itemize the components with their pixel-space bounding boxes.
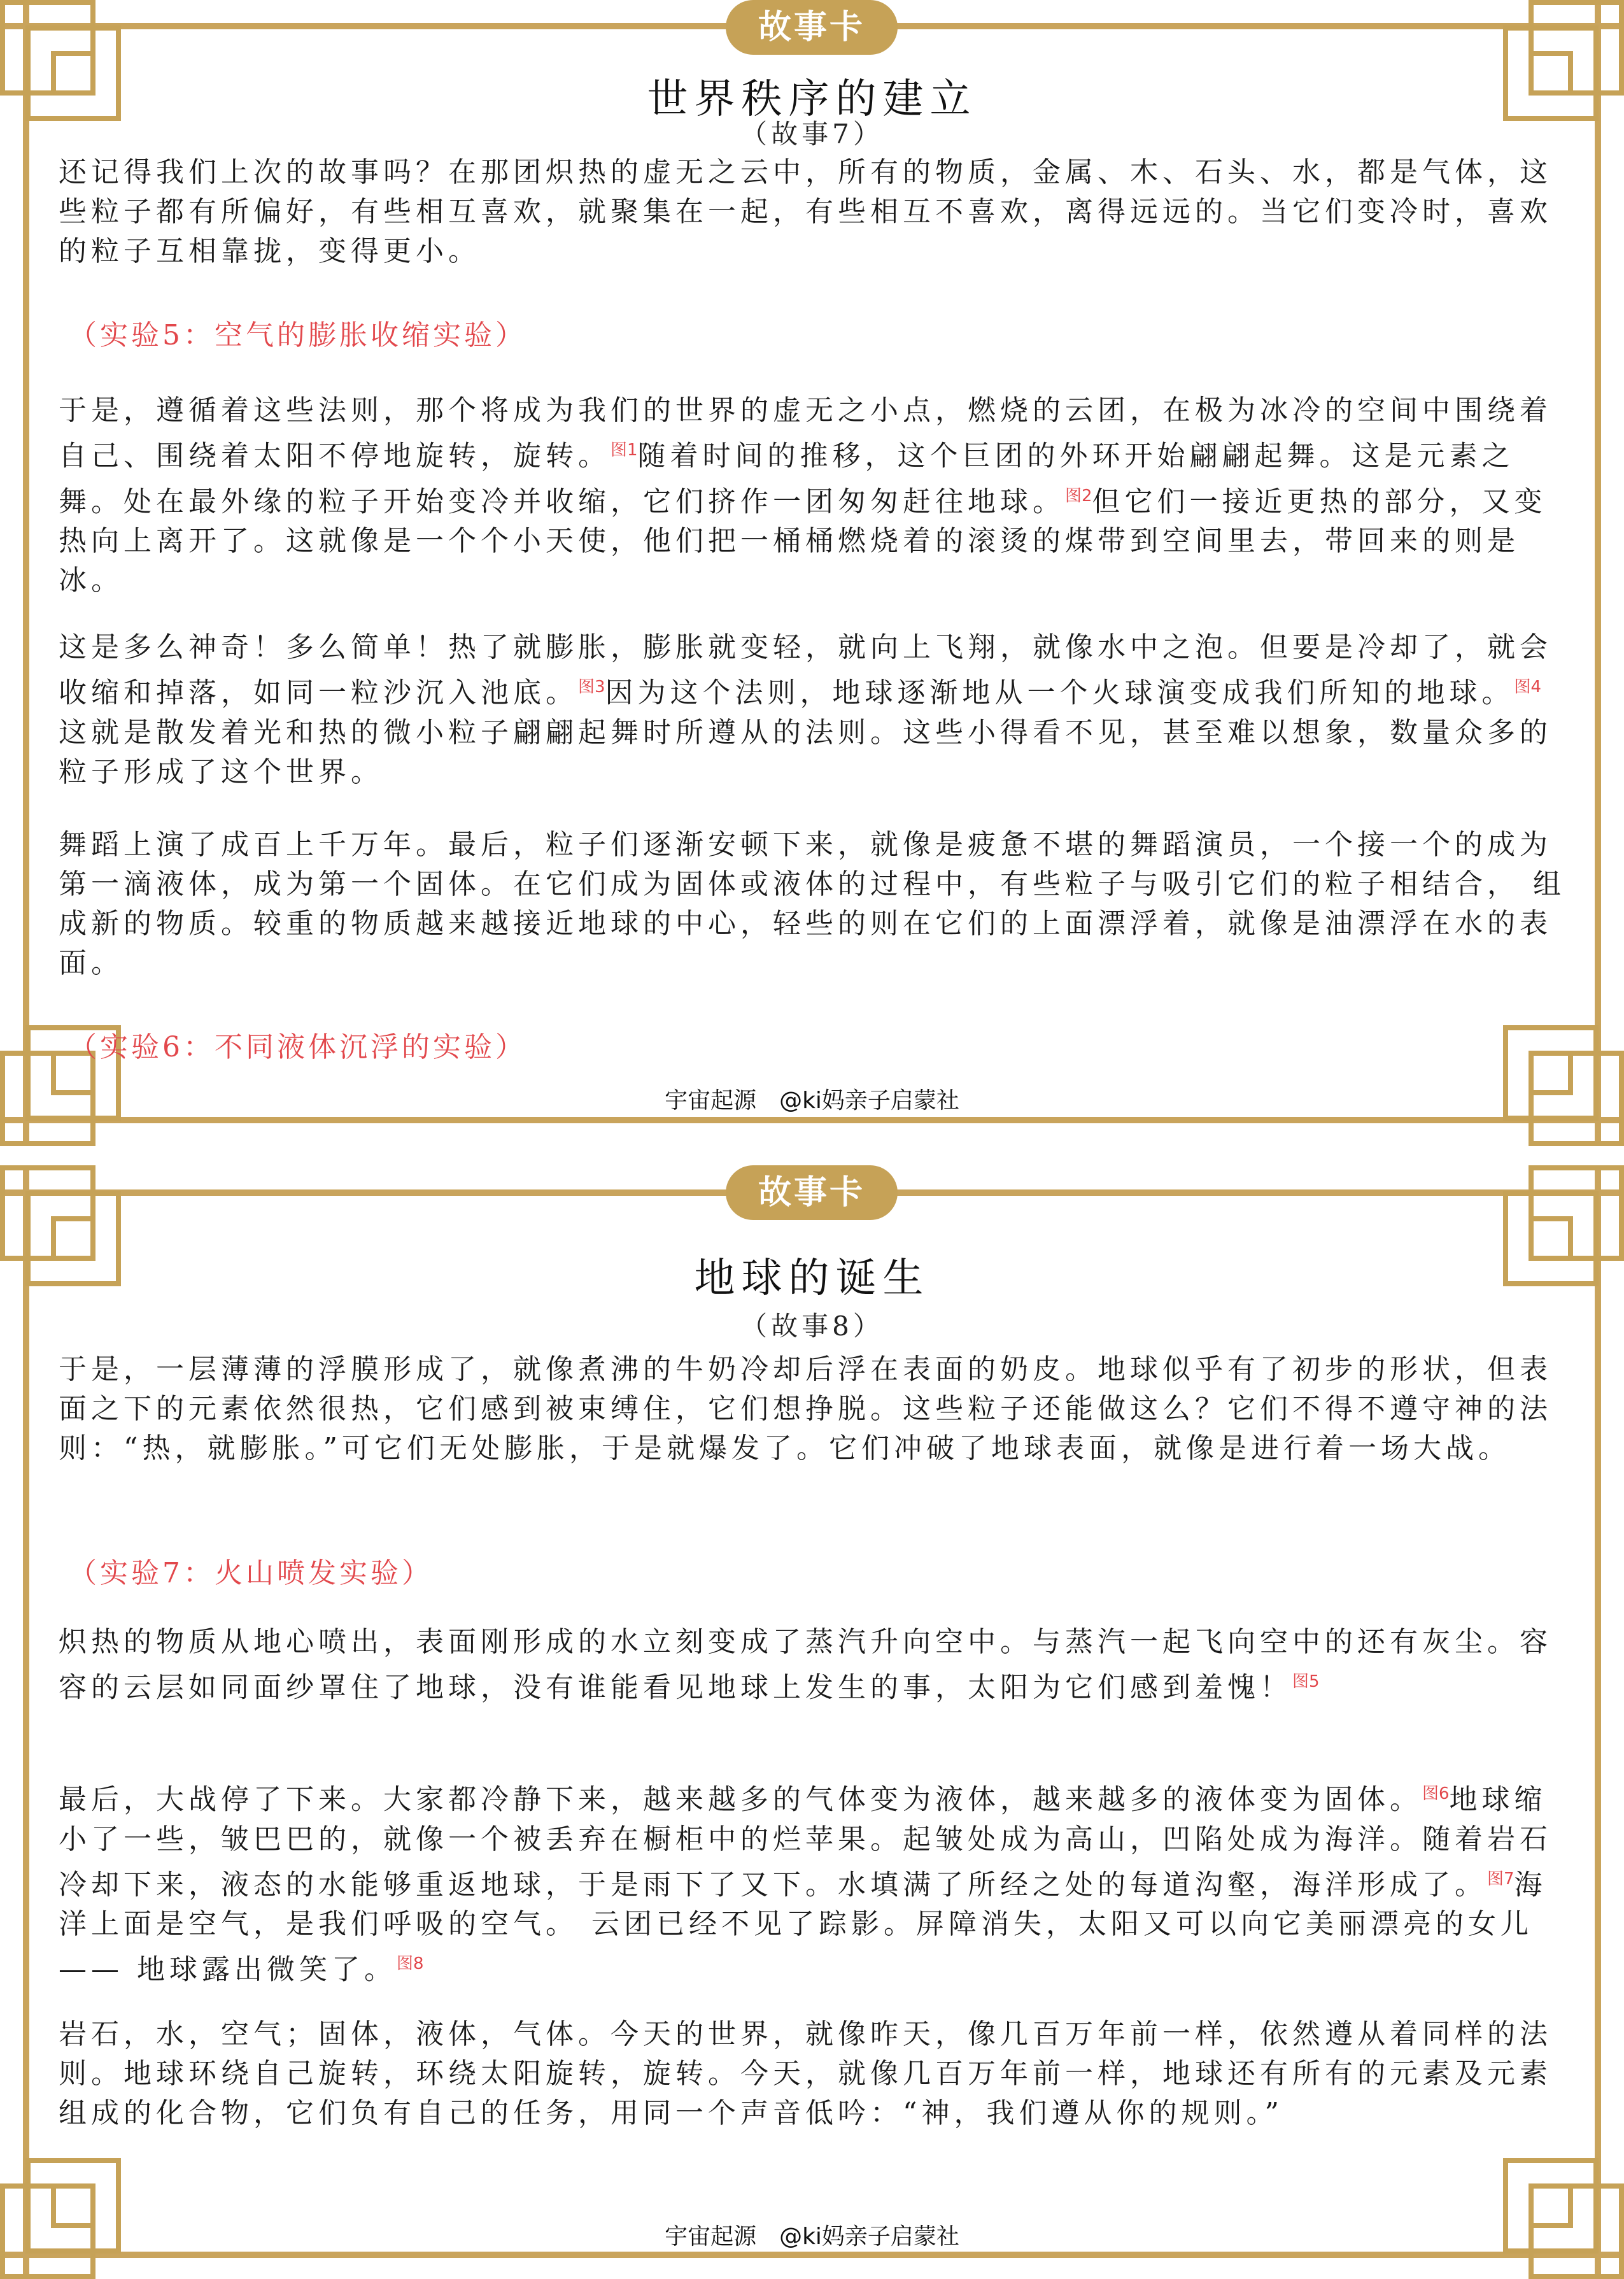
experiment-label: （实验7：火山喷发实验） (69, 1557, 433, 1589)
story-card-badge: 故事卡 (726, 0, 898, 55)
paragraph: 于是，一层薄薄的浮膜形成了，就像煮沸的牛奶冷却后浮在表面的奶皮。地球似乎有了初步的形状，但表面之下的元素依然很热，它们感到被束缚住，它们想挣脱。这些粒子还能做这么？它们不得不遵守神的法则：“热，就膨胀。”可它们无处膨胀，于是就爆发了。它们冲破了地球表面，就像是进行着一场大战。 (59, 1353, 1552, 1465)
frame-right-line (1595, 0, 1601, 1146)
figure-ref[interactable]: 图6 (1422, 1784, 1450, 1803)
corner-ornament (0, 2120, 159, 2279)
figure-ref[interactable]: 图8 (397, 1954, 424, 1974)
experiment-label: （实验6：不同液体沉浮的实验） (69, 1031, 526, 1063)
paragraph: 这是多么神奇！多么简单！热了就膨胀，膨胀就变轻，就向上飞翔，就像水中之泡。但要是冷却了，就会收缩和掉落，如同一粒沙沉入池底。$^{图3}$因为这个法则，地球逐渐地从一个火球演变成我们所知的地球。$^{图4}$ 这就是散发着光和热的微小粒子翩翩起舞时所遵从的法则。这些小得看不见，甚至难以想象，数量众多的粒子形成了这个世界。 (59, 631, 1552, 788)
frame-left-line (23, 0, 29, 1146)
frame-bottom-line (0, 2252, 1624, 2258)
figure-ref[interactable]: 图7 (1487, 1869, 1515, 1889)
paragraph: 岩石，水，空气；固体，液体，气体。今天的世界，就像昨天，像几百万年前一样，依然遵从着同样的法则。地球环绕自己旋转，环绕太阳旋转，旋转。今天，就像几百万年前一样，地球还有所有的元素及元素组成的化合物，它们负有自己的任务，用同一个声音低吟：“神，我们遵从你的规则。” (59, 2018, 1552, 2129)
story-number: （故事8） (740, 1310, 884, 1342)
figure-ref[interactable]: 图5 (1292, 1672, 1320, 1691)
paragraph: 最后，大战停了下来。大家都冷静下来，越来越多的气体变为液体，越来越多的液体变为固体。$^{图6}$地球缩小了一些，皱巴巴的，就像一个被丢弃在橱柜中的烂苹果。起皱处成为高山，凹陷处成为海洋。随着岩石冷却下来，液态的水能够重返地球，于是雨下了又下。水填满了所经之处的每道沟壑，海洋形成了。$^{图7}$海洋上面是空气，是我们呼吸的空气。 云团已经不见了踪影。屏障消失，太阳又可以向它美丽漂亮的女儿 —— 地球露出微笑了。$^{图8}$ (59, 1783, 1552, 1986)
frame-bottom-line (0, 1117, 1624, 1123)
experiment-label: （实验5：空气的膨胀收缩实验） (69, 319, 526, 351)
story-card-badge: 故事卡 (726, 1165, 898, 1220)
corner-ornament (0, 987, 159, 1146)
figure-ref[interactable]: 图1 (611, 441, 638, 460)
corner-ornament (1465, 987, 1624, 1146)
figure-ref[interactable]: 图3 (578, 678, 605, 697)
corner-ornament (1465, 2120, 1624, 2279)
figure-ref[interactable]: 图4 (1514, 678, 1542, 697)
story-number: （故事7） (740, 118, 884, 150)
paragraph: 炽热的物质从地心喷出，表面刚形成的水立刻变成了蒸汽升向空中。与蒸汽一起飞向空中的还有灰尘。容容的云层如同面纱罩住了地球，没有谁能看见地球上发生的事，太阳为它们感到羞愧！$^{图5}$ (59, 1626, 1552, 1704)
story-title: 世界秩序的建立 (647, 76, 977, 123)
paragraph: 舞蹈上演了成百上千万年。最后，粒子们逐渐安顿下来，就像是疲惫不堪的舞蹈演员，一个接一个的成为第一滴液体，成为第一个固体。在它们成为固体或液体的过程中，有些粒子与吸引它们的粒子相结合， 组成新的物质。较重的物质越来越接近地球的中心，轻些的则在它们的上面漂浮着，就像是油漂浮在水的表面。 (59, 828, 1565, 979)
footer-credit: 宇宙起源 @ki妈亲子启蒙社 (665, 1088, 959, 1114)
paragraph: 于是，遵循着这些法则，那个将成为我们的世界的虚无之小点，燃烧的云团，在极为冰冷的空间中围绕着自己、围绕着太阳不停地旋转，旋转。$^{图1}$随着时间的推移，这个巨团的外环开始翩翩起舞。这是元素之舞。处在最外缘的粒子开始变冷并收缩，它们挤作一团匆匆赶往地球。$^{图2}$但它们一接近更热的部分，又变热向上离开了。这就像是一个个小天使，他们把一桶桶燃烧着的滚烫的煤带到空间里去，带回来的则是冰。 (59, 394, 1552, 597)
footer-credit: 宇宙起源 @ki妈亲子启蒙社 (665, 2224, 959, 2250)
paragraph: 还记得我们上次的故事吗？在那团炽热的虚无之云中，所有的物质，金属、木、石头、水，都是气体，这些粒子都有所偏好，有些相互喜欢，就聚集在一起，有些相互不喜欢，离得远远的。当它们变冷时，喜欢的粒子互相靠拢，变得更小。 (59, 156, 1552, 267)
story-title: 地球的诞生 (694, 1255, 930, 1302)
figure-ref[interactable]: 图2 (1065, 486, 1092, 506)
story-card-8 (0, 1165, 1624, 2279)
